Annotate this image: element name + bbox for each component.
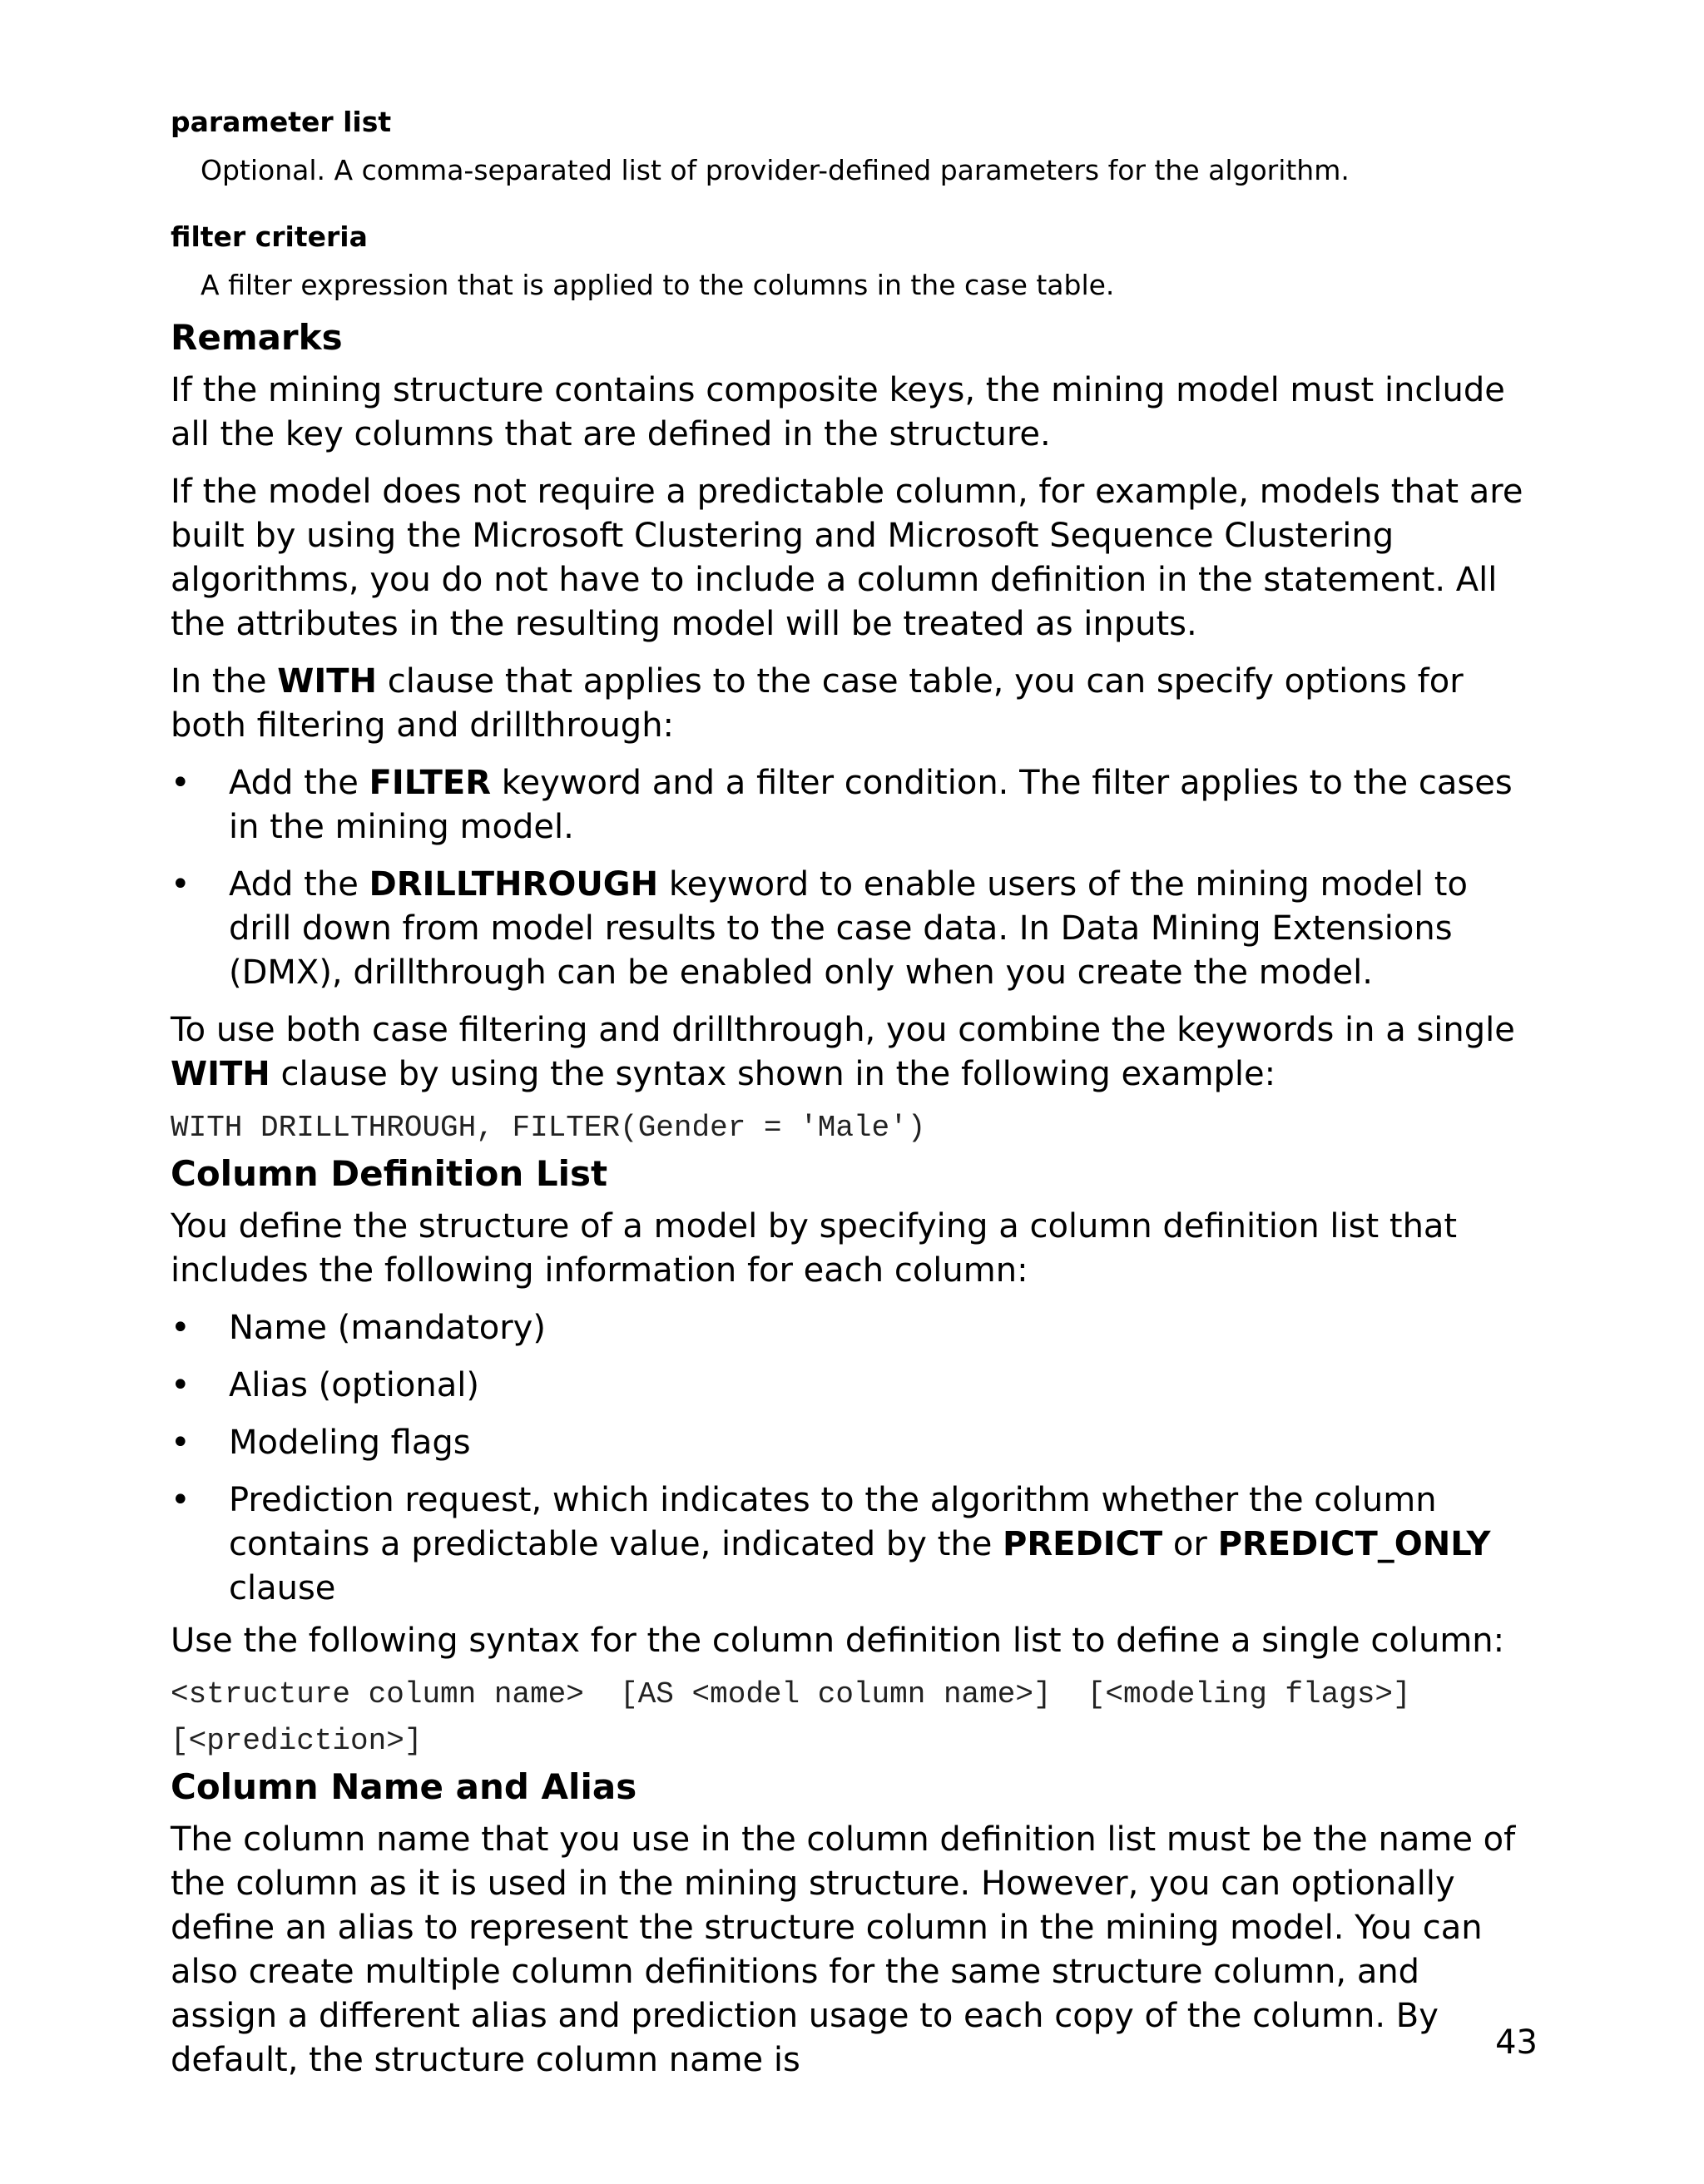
keyword-predict: PREDICT [1003, 1525, 1163, 1563]
list-item-drillthrough: • Add the DRILLTHROUGH keyword to enable users of the mining model to drill down from model results to the case data. In Data Mining Extensions (DMX), drillthrough can be enabled only when you create the model. [171, 863, 1535, 995]
keyword-with: WITH [277, 662, 377, 701]
remarks-bullet-list [171, 761, 1535, 995]
column-name-alias-heading: Column Name and Alias [171, 1766, 637, 1807]
list-item-filter: • Add the FILTER keyword and a filter condition. The filter applies to the cases in the mining model. [171, 761, 1535, 849]
code-example-with-clause: WITH DRILLTHROUGH, FILTER(Gender = 'Male') [171, 1111, 926, 1145]
remarks-heading: Remarks [171, 317, 343, 358]
remarks-paragraph-2: If the model does not require a predictable column, for example, models that are built by using the Microsoft Clustering and Microsoft Sequence Clustering algorithms, you do not have to include a column definition in the statement. All the attributes in the resulting model will be treated as inputs. [171, 473, 1523, 643]
list-item-modeling-flags: • Modeling flags [171, 1421, 1535, 1465]
keyword-filter: FILTER [369, 764, 491, 802]
param-desc-filter-criteria: A filter expression that is applied to the columns in the case table. [201, 269, 1115, 301]
remarks-paragraph-1: If the mining structure contains composite keys, the mining model must include all the key columns that are defined in the structure. [171, 371, 1505, 453]
list-item-name: • Name (mandatory) [171, 1306, 1535, 1350]
column-definition-paragraph-2: Use the following syntax for the column definition list to define a single column: [171, 1622, 1505, 1660]
page-number: 43 [1495, 2023, 1538, 2062]
column-definition-bullet-list [171, 1306, 1535, 1611]
param-term-filter-criteria: filter criteria [171, 220, 368, 253]
keyword-predict-only: PREDICT_ONLY [1217, 1525, 1491, 1563]
keyword-drillthrough: DRILLTHROUGH [369, 865, 659, 904]
column-name-alias-paragraph-1: The column name that you use in the column definition list must be the name of the column as it is used in the mining structure. However, you can optionally define an alias to represent the structure column in the mining model. You can also create multiple column definitions for the same structure column, and assign a different alias and prediction usage to each copy of the column. By default, the structure column name is [171, 1820, 1516, 2079]
param-term-parameter-list: parameter list [171, 106, 392, 138]
list-item-prediction-request: • Prediction request, which indicates to the algorithm whether the column contains a predictable value, indicated by the PREDICT or PREDICT_ONLY clause [171, 1478, 1535, 1611]
list-item-alias: • Alias (optional) [171, 1364, 1535, 1408]
column-definition-heading: Column Definition List [171, 1153, 608, 1194]
keyword-with-2: WITH [171, 1055, 270, 1093]
remarks-paragraph-4: To use both case filtering and drillthrough, you combine the keywords in a single WITH clause by using the syntax shown in the following example: [171, 1011, 1515, 1093]
remarks-paragraph-3: In the WITH clause that applies to the case table, you can specify options for both filtering and drillthrough: [171, 662, 1464, 745]
column-definition-paragraph-1: You define the structure of a model by specifying a column definition list that includes the following information for each column: [171, 1207, 1458, 1290]
page-content [171, 104, 1535, 2082]
code-example-column-syntax: <structure column name> [AS <model column name>] [<modeling flags>] [<prediction>] [171, 1677, 1411, 1758]
param-desc-parameter-list: Optional. A comma-separated list of provider-defined parameters for the algorithm. [201, 154, 1350, 186]
